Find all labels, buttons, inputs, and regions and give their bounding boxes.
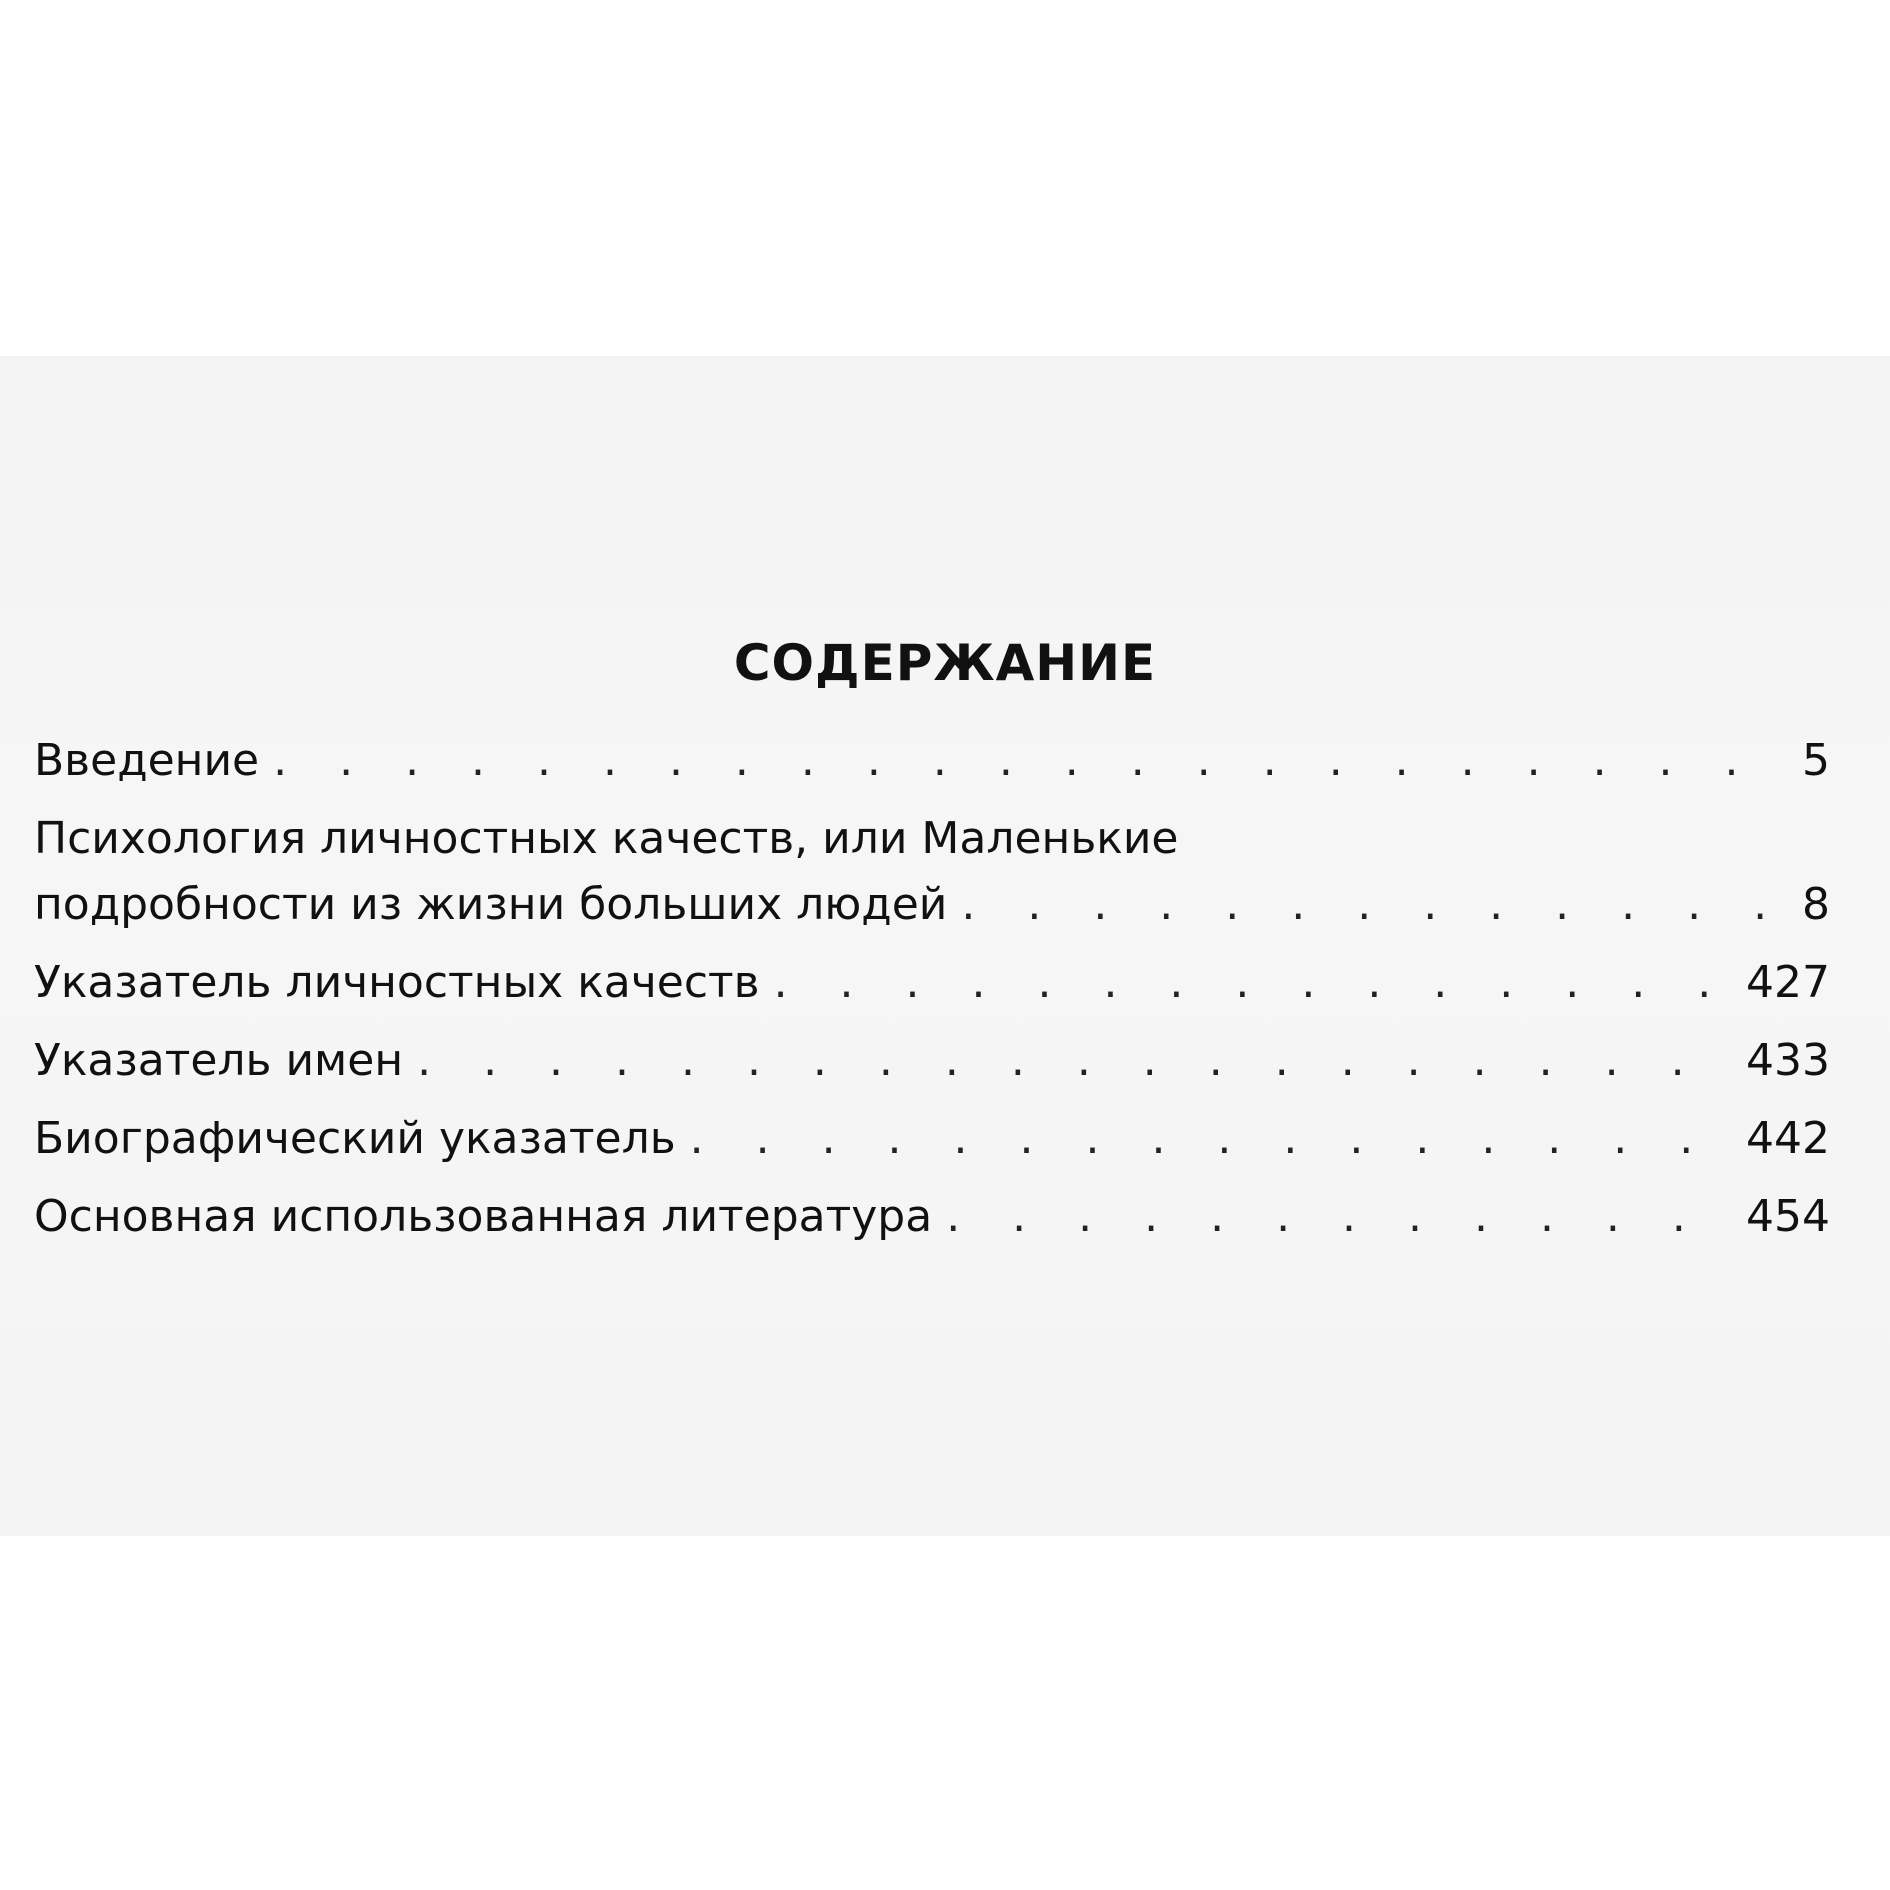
- toc-entry-introduction: [34, 728, 1830, 794]
- contents-heading: СОДЕРЖАНИЕ: [733, 633, 1157, 692]
- toc-entry-title: Введение: [34, 735, 260, 786]
- dot-leader: [417, 1028, 1736, 1094]
- dot-leader: [774, 950, 1736, 1016]
- toc-entry-names-index: [34, 1028, 1830, 1094]
- toc-entry-psychology: [34, 806, 1830, 938]
- dot-leader: [961, 872, 1792, 938]
- toc-entry-title-line-2: подробности из жизни больших людей: [34, 879, 948, 930]
- toc-entry-page: 5: [1802, 735, 1830, 786]
- toc-entry-literature: [34, 1184, 1830, 1250]
- toc-entry-page: 433: [1746, 1035, 1830, 1086]
- toc-entry-page: 442: [1746, 1113, 1830, 1164]
- toc-entry-title-line-1: Психология личностных качеств, или Маленькие: [34, 813, 1179, 864]
- dot-leader: [690, 1106, 1736, 1172]
- dot-leader: [273, 728, 1792, 794]
- toc-entry-title: Указатель личностных качеств: [34, 957, 760, 1008]
- toc-entry-page: 454: [1746, 1191, 1830, 1242]
- toc-entry-biographical-index: [34, 1106, 1830, 1172]
- toc-entry-qualities-index: [34, 950, 1830, 1016]
- dot-leader: [946, 1184, 1736, 1250]
- table-of-contents: [34, 728, 1830, 1262]
- toc-entry-page: 427: [1746, 957, 1830, 1008]
- toc-entry-page: 8: [1802, 879, 1830, 930]
- toc-entry-title: Биографический указатель: [34, 1113, 676, 1164]
- toc-entry-title: Основная использованная литература: [34, 1191, 933, 1242]
- toc-entry-title: Указатель имен: [34, 1035, 404, 1086]
